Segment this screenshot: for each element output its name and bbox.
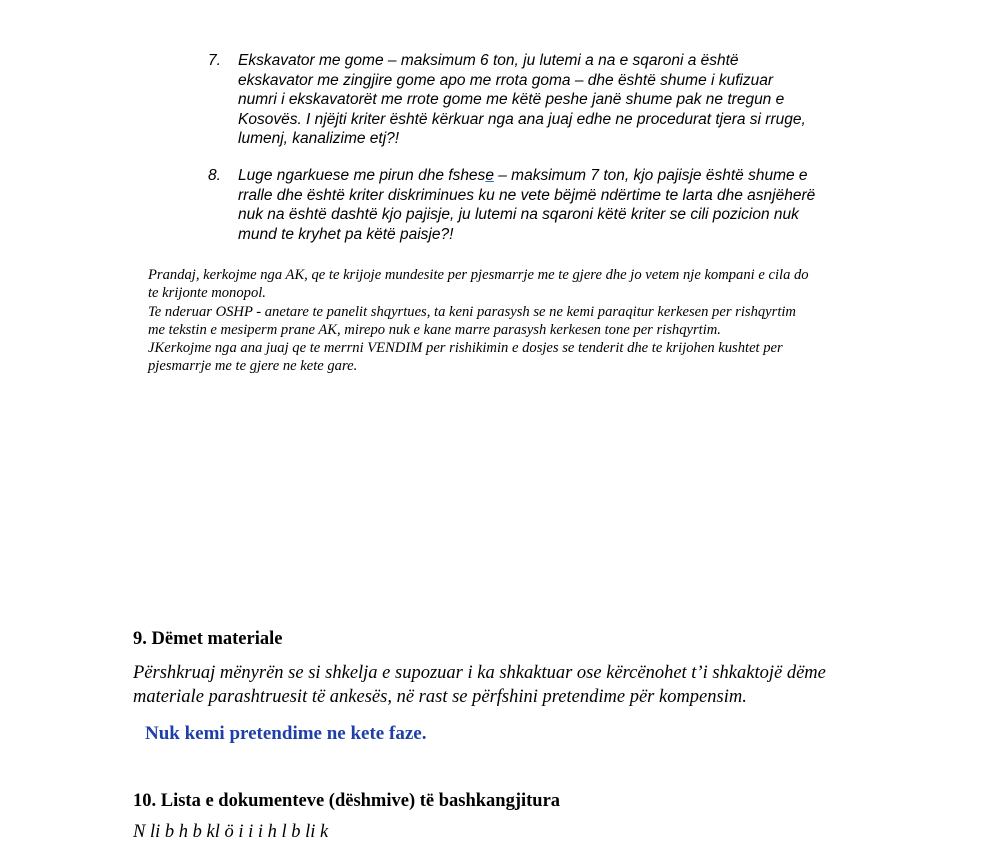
- description-line: Përshkruaj mënyrën se si shkelja e supozuar i ka shkaktuar ose kërcënohet t’i shkaktojë dëme: [133, 663, 826, 683]
- appeal-line: pjesmarrje me te gjere ne kete gare.: [148, 358, 358, 375]
- section-10-cutoff-line: N li b h b kl ö i i i h l b li k: [133, 822, 329, 842]
- list-item-line: nuk na është dashtë kjo pajisje, ju lutemi na sqaroni këtë kriter se cili pozicion nuk: [238, 206, 799, 223]
- appeal-line: me tekstin e mesiperm prane AK, mirepo nuk e kane marre parasysh kerkesen tone per rishqyrtim.: [148, 321, 721, 338]
- list-item-line: numri i ekskavatorët me rrote gome me këtë peshe janë shume pak ne tregun e: [238, 91, 785, 108]
- list-item-line: Ekskavator me gome – maksimum 6 ton, ju lutemi a na e sqaroni a është: [238, 52, 739, 69]
- description-line: materiale parashtruesit të ankesës, në rast se përfshini pretendime për kompensim.: [133, 686, 747, 707]
- list-item-number: 7.: [208, 52, 221, 69]
- list-item-line: rralle dhe është kriter diskriminues ku ne vete bëjmë ndërtime te larta dhe asnjëherë: [238, 186, 816, 204]
- appeal-line: Te nderuar OSHP - anetare te panelit shqyrtues, ta keni parasysh se ne kemi paraqitur kerkesen per rishqyrtim: [148, 303, 796, 320]
- appeal-line: JKerkojme nga ana juaj qe te merrni VENDIM per rishikimin e dosjes se tenderit dhe te krijohen kushtet per: [148, 340, 783, 357]
- appeal-paragraph: [148, 266, 888, 376]
- list-item-line: ekskavator me zingjire gome apo me rrota goma – dhe është shume i kufizuar: [238, 71, 774, 89]
- appeal-line: Prandaj, kerkojme nga AK, qe te krijoje mundesite per pjesmarrje me te gjere dhe jo vetem nje kompani e cila do: [148, 267, 809, 283]
- list-item-line: mund te kryhet pa këtë paisje?!: [238, 225, 454, 243]
- line-text: Luge ngarkuese me pirun dhe fshes: [238, 167, 486, 184]
- list-item-line: lumenj, kanalizime etj?!: [238, 130, 400, 147]
- appeal-line: te krijonte monopol.: [148, 285, 266, 302]
- list-item-8: [208, 166, 868, 244]
- list-item-line: [238, 166, 868, 186]
- list-item-number: 8.: [208, 167, 221, 184]
- line-text: – maksimum 7 ton, kjo pajisje është shume e: [493, 167, 808, 184]
- marked-letter: e: [485, 167, 494, 184]
- section-9-answer: Nuk kemi pretendime ne kete faze.: [145, 723, 427, 744]
- section-9-heading: 9. Dëmet materiale: [133, 629, 283, 649]
- section-10-heading: 10. Lista e dokumenteve (dëshmive) të bashkangjitura: [133, 791, 561, 811]
- list-item-line: Kosovës. I njëjti kriter është kërkuar nga ana juaj edhe ne procedurat tjera si rruge,: [238, 110, 806, 128]
- list-item-7: [208, 51, 868, 149]
- section-9-description: [133, 662, 933, 709]
